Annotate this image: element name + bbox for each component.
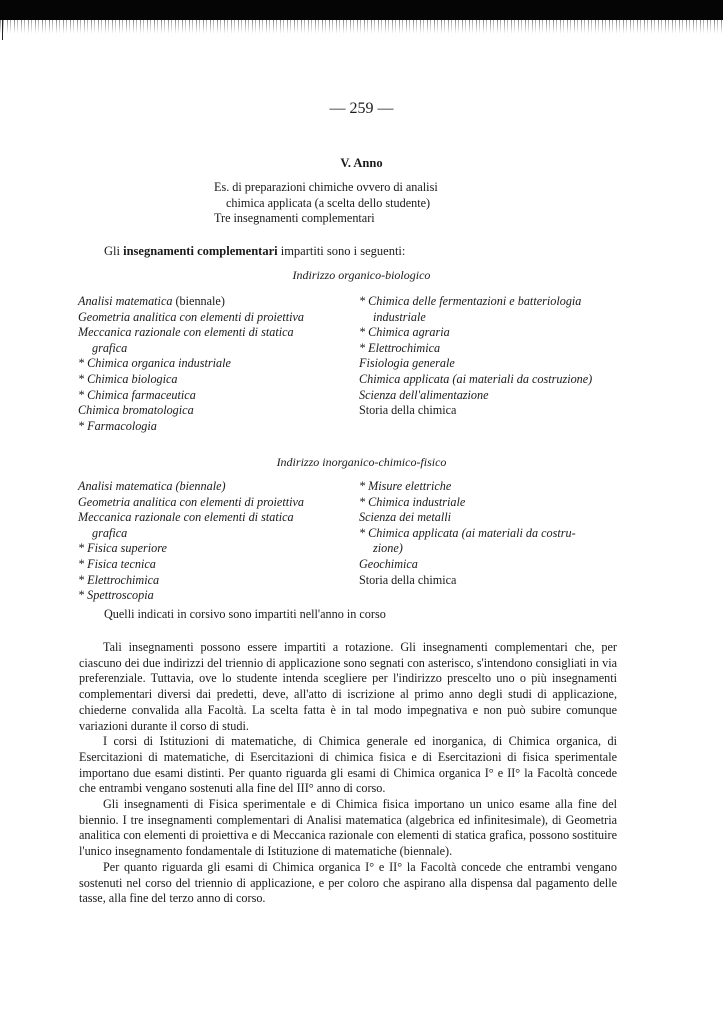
course-name: Scienza dei metalli: [359, 510, 452, 525]
course-name: Geometria analitica con elementi di proiettiva: [78, 309, 304, 324]
year-heading: V. Anno: [340, 156, 383, 170]
scan-top-border: [0, 0, 723, 20]
course-item: [359, 356, 659, 372]
course-item: [78, 403, 348, 419]
course-name: Meccanica razionale con elementi di statica: [78, 325, 294, 340]
course-name: * Chimica applicata (ai materiali da costru-: [359, 525, 576, 540]
year-course: Tre insegnamenti complementari: [214, 211, 375, 225]
intro-prefix: Gli: [104, 244, 124, 258]
course-name: zione): [373, 541, 403, 556]
course-item: [78, 495, 348, 511]
year-course: Es. di preparazioni chimiche ovvero di analisi: [214, 180, 438, 194]
course-name: * Chimica farmaceutica: [78, 387, 196, 402]
paragraph: I corsi di Istituzioni di matematiche, di Chimica generale ed inorganica, di Chimica organica, di Esercitazioni di matematiche, di Esercitazioni di chimica fisica e di Esercitazioni di fisica sperimentale importano due esami distinti. Per quanto riguarda gli esami di Chimica organica I° e II° la Facoltà concede che entrambi vengano sostenuti alla fine del III° anno di corso.: [79, 734, 617, 796]
intro-bold: insegnamenti complementari: [123, 244, 278, 258]
course-name: Geochimica: [359, 556, 418, 571]
course-item: [359, 341, 659, 357]
section-heading-inorganico: Indirizzo inorganico-chimico-fisico: [276, 455, 447, 469]
course-item: [78, 573, 348, 589]
course-name: Scienza dell'alimentazione: [359, 387, 489, 402]
scan-noise: [0, 20, 723, 34]
course-item: [78, 526, 348, 542]
course-item: [359, 541, 659, 557]
course-item: [359, 495, 659, 511]
course-item: [78, 557, 348, 573]
section-heading-organico: Indirizzo organico-biologico: [292, 268, 431, 282]
course-name: Fisiologia generale: [359, 356, 455, 371]
course-name: Storia della chimica: [359, 572, 457, 587]
section-inorganico-left-list: [78, 479, 348, 604]
course-name: * Fisica tecnica: [78, 556, 156, 571]
course-item: [78, 310, 348, 326]
year-course: chimica applicata (a scelta dello studente): [226, 195, 431, 210]
intro-sentence: [104, 244, 405, 259]
course-item: [359, 510, 659, 526]
course-name: * Elettrochimica: [359, 340, 441, 355]
course-item: [78, 388, 348, 404]
italic-note: Quelli indicati in corsivo sono impartiti nell'anno in corso: [104, 607, 386, 621]
course-item: [359, 573, 659, 589]
page-number: — 259 —: [329, 100, 394, 117]
course-name: * Spettroscopia: [78, 588, 154, 603]
course-item: [78, 510, 348, 526]
course-item: [78, 372, 348, 388]
course-item: [78, 356, 348, 372]
course-item: [359, 403, 659, 419]
course-name: grafica: [92, 340, 128, 355]
paragraph: Tali insegnamenti possono essere impartiti a rotazione. Gli insegnamenti complementari che, per ciascuno dei due indirizzi del triennio di applicazione sono segnati con asterisco, s'intendono consigliati in via preferenziale. Tuttavia, ove lo studente intenda scegliere per l'indirizzo prescelto uno o più insegnamenti complementari diversi dai predetti, deve, all'atto di iscrizione al primo anno degli studi di applicazione, chiederne convalida alla Facoltà. La scelta fatta è in tal modo impegnativa e non può subire comunque variazioni durante il corso di studi.: [79, 640, 617, 733]
course-item: [359, 526, 659, 542]
course-name: * Chimica organica industriale: [78, 356, 231, 371]
course-item: [359, 372, 659, 388]
course-item: [78, 419, 348, 435]
course-name: * Chimica delle fermentazioni e batteriologia: [359, 294, 582, 308]
course-name: * Chimica agraria: [359, 325, 450, 340]
course-name: * Chimica biologica: [78, 371, 178, 386]
course-name: Analisi matematica (biennale): [78, 479, 226, 493]
course-item: [359, 557, 659, 573]
body-text: [79, 640, 617, 907]
course-suffix: (biennale): [172, 294, 225, 308]
scan-edge: [2, 20, 3, 40]
course-item: [78, 588, 348, 604]
course-name: Chimica bromatologica: [78, 403, 194, 418]
course-name: * Misure elettriche: [359, 479, 452, 493]
section-organico-right-list: [359, 294, 659, 419]
course-name: Analisi matematica: [78, 294, 173, 308]
paragraph: Gli insegnamenti di Fisica sperimentale e di Chimica fisica importano un unico esame alla fine del biennio. I tre insegnamenti complementari di Analisi matematica (algebrica ed infinitesimale), di Geometria analitica con elementi di proiettiva e di Meccanica razionale con elementi di statica grafica, possono sostituire l'unico insegnamento fondamentale di Istituzione di matematiche (biennale).: [79, 797, 617, 859]
paragraph: Per quanto riguarda gli esami di Chimica organica I° e II° la Facoltà concede che entrambi vengano sostenuti nel corso del triennio di applicazione, e per coloro che aspirano alla dispensa dal pagamento delle tasse, alla fine del terzo anno di corso.: [79, 859, 617, 906]
course-name: Storia della chimica: [359, 403, 457, 418]
course-item: [78, 341, 348, 357]
course-item: [78, 294, 348, 310]
course-name: industriale: [373, 309, 426, 324]
course-name: * Farmacologia: [78, 418, 157, 433]
section-inorganico-right-list: [359, 479, 659, 588]
course-item: [359, 388, 659, 404]
course-name: grafica: [92, 525, 128, 540]
course-item: [78, 479, 348, 495]
course-name: * Elettrochimica: [78, 572, 160, 587]
course-item: [359, 294, 659, 310]
course-name: Meccanica razionale con elementi di statica: [78, 510, 294, 525]
section-organico-left-list: [78, 294, 348, 434]
course-name: * Chimica industriale: [359, 494, 466, 509]
course-name: Geometria analitica con elementi di proiettiva: [78, 494, 304, 509]
course-name: * Fisica superiore: [78, 541, 167, 556]
course-name: Chimica applicata (ai materiali da costruzione): [359, 371, 593, 386]
course-item: [359, 310, 659, 326]
course-item: [359, 479, 659, 495]
course-item: [78, 541, 348, 557]
course-item: [78, 325, 348, 341]
year-course-list: [214, 180, 438, 227]
intro-suffix: impartiti sono i seguenti:: [277, 244, 406, 258]
course-item: [359, 325, 659, 341]
